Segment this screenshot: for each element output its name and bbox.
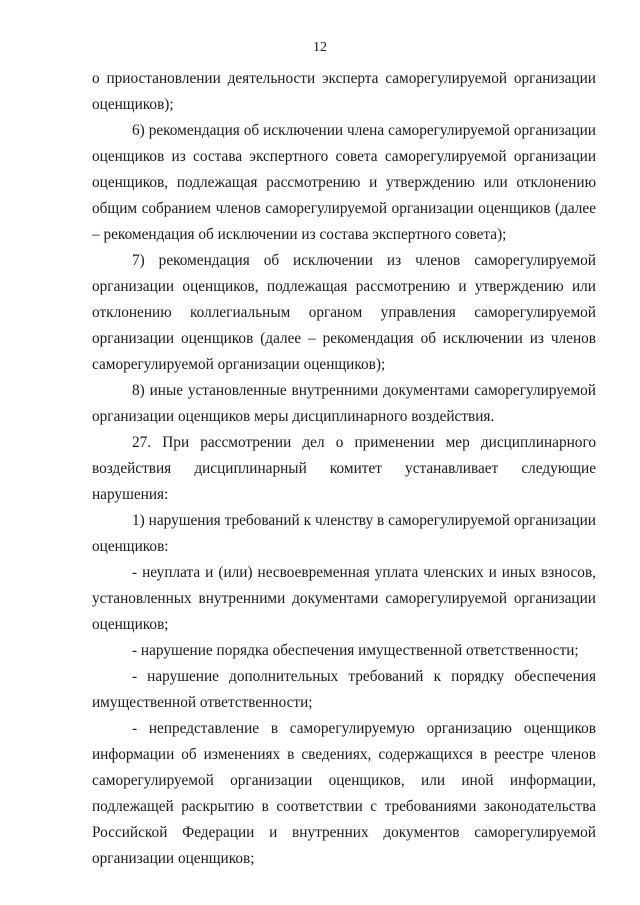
paragraph: - нарушение дополнительных требований к порядку обеспечения имущественной ответственности; bbox=[92, 668, 596, 711]
paragraph: - неуплата и (или) несвоевременная уплата членских и иных взносов, установленных внутренними документами саморегулируемой организации оценщиков; bbox=[92, 564, 596, 633]
paragraph: 27. При рассмотрении дел о применении мер дисциплинарного воздействия дисциплинарный комитет устанавливает следующие нарушения: bbox=[92, 434, 596, 503]
document-body bbox=[92, 66, 596, 872]
paragraph: - непредставление в саморегулируемую организацию оценщиков информации об изменениях в сведениях, содержащихся в реестре членов саморегулируемой организации оценщиков, или иной информации, подлежащей раскрытию в соответствии с требованиями законодательства Российской Федерации и внутренних документов саморегулируемой организации оценщиков; bbox=[92, 720, 596, 867]
page-number: 12 bbox=[313, 40, 327, 55]
paragraph: о приостановлении деятельности эксперта саморегулируемой организации оценщиков); bbox=[92, 70, 596, 113]
paragraph: 8) иные установленные внутренними документами саморегулируемой организации оценщиков меры дисциплинарного воздействия. bbox=[92, 382, 596, 425]
paragraph: - нарушение порядка обеспечения имущественной ответственности; bbox=[132, 642, 579, 659]
paragraph: 6) рекомендация об исключении члена саморегулируемой организации оценщиков из состава экспертного совета саморегулируемой организации оценщиков, подлежащая рассмотрению и утверждению или отклонению общим собранием членов саморегулируемой организации оценщиков (далее – рекомендация об исключении из состава экспертного совета); bbox=[92, 122, 596, 243]
paragraph: 1) нарушения требований к членству в саморегулируемой организации оценщиков: bbox=[92, 512, 596, 555]
paragraph: 7) рекомендация об исключении из членов саморегулируемой организации оценщиков, подлежащая рассмотрению и утверждению или отклонению коллегиальным органом управления саморегулируемой организации оценщиков (далее – рекомендация об исключении из членов саморегулируемой организации оценщиков); bbox=[92, 252, 596, 373]
